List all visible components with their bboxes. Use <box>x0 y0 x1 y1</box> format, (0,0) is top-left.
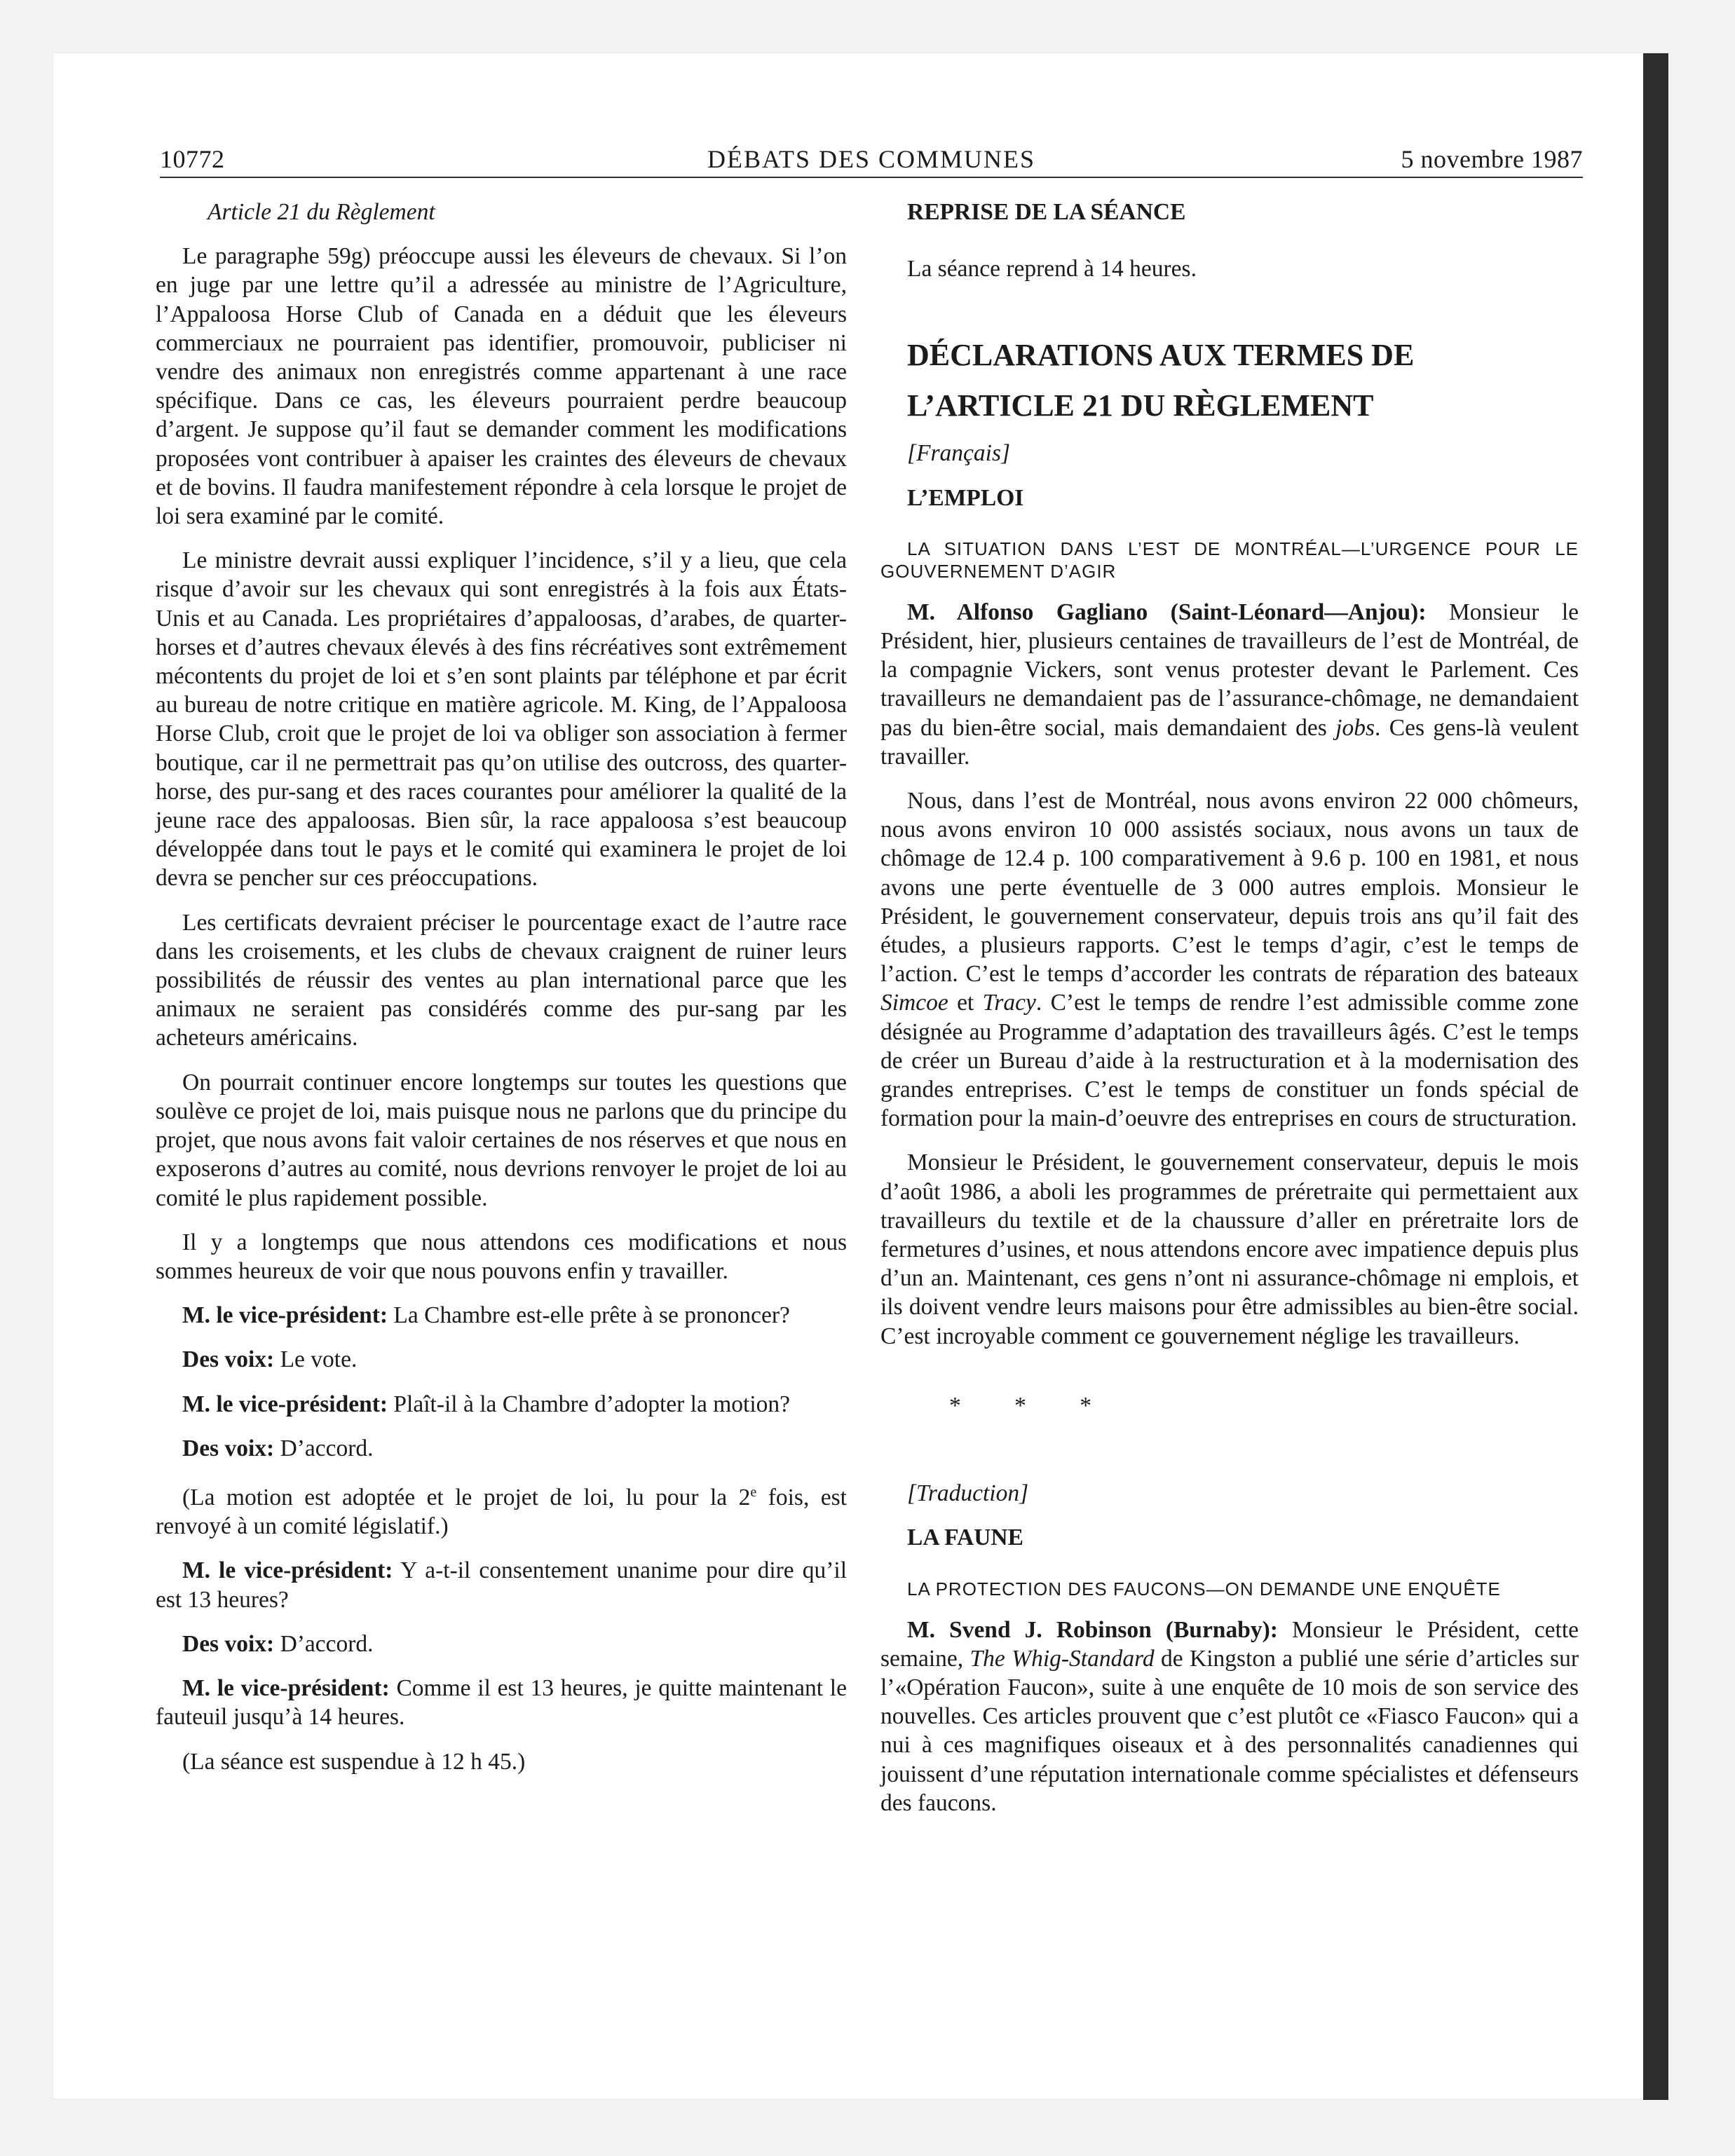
speech-text: de Kingston a publié une série d’articles sur l’«Opération Faucon», suite à une enquête de 10 mois de son service des nouvelles. Ces articles prouvent que c’est plutôt ce «Fiasco Faucon» qui a nui à ces magnifiques oiseaux et à des personnalités canadiennes qui jouissent d’une réputation internationale comme spécialistes et défenseurs des faucons. <box>880 1645 1579 1816</box>
speech <box>156 1345 847 1374</box>
speaker: M. Alfonso Gagliano (Saint-Léonard—Anjou): <box>907 599 1427 625</box>
speech <box>156 1674 847 1731</box>
header-rule <box>160 177 1583 178</box>
speaker: M. le vice-président: <box>182 1675 390 1702</box>
right-column <box>880 198 1579 1833</box>
section-heading-declarations: L’ARTICLE 21 DU RÈGLEMENT <box>907 388 1374 423</box>
paragraph: On pourrait continuer encore longtemps sur toutes les questions que soulève ce projet de loi, mais puisque nous ne parlons que du principe du projet, que nous avons fait valoir certaines de nos réserves et que nous en exposerons d’autres au comité, nous devrions renvoyer le projet de loi au comité le plus rapidement possible. <box>156 1069 847 1211</box>
topic-subheading: LA SITUATION DANS L’EST DE MONTRÉAL—L’URGENCE POUR LE GOUVERNEMENT D’AGIR <box>880 538 1579 582</box>
section-separator-stars: * * * <box>949 1392 1115 1419</box>
speaker: M. le vice-président: <box>182 1391 388 1417</box>
language-marker: [Traduction] <box>907 1480 1029 1507</box>
newspaper-title: The Whig-Standard <box>969 1645 1155 1672</box>
publication-title: DÉBATS DES COMMUNES <box>707 145 1036 173</box>
paragraph: Monsieur le Président, le gouvernement conservateur, depuis le mois d’août 1986, a aboli les programmes de préretraite qui permettaient aux travailleurs du textile et de la chaussure d’aller en préretraite lors de fermetures d’usines, et nous attendons encore avec impatience depuis plus d’un an. Maintenant, ces gens n’ont ni assurance-chômage ni emplois, et ils doivent vendre leurs maisons pour être admissibles au bien-être social. C’est incroyable comment ce gouvernement néglige les travailleurs. <box>880 1149 1579 1349</box>
language-marker: [Français] <box>907 440 1011 467</box>
speech <box>880 598 1579 771</box>
speaker: Des voix: <box>182 1630 275 1657</box>
speech <box>156 1390 847 1419</box>
speech-text: . C’est le temps de rendre l’est admissible comme zone désignée au Programme d’adaptation des travailleurs âgés. C’est le temps de créer un Bureau d’aide à la restructuration et à la modernisation des grandes entreprises. C’est le temps de constituer un fonds spécial de formation pour la main-d’oeuvre des entreprises en cours de structuration. <box>880 990 1579 1132</box>
topic-heading-emploi: L’EMPLOI <box>907 484 1024 511</box>
topic-heading-faune: LA FAUNE <box>907 1524 1023 1551</box>
scan-edge-shadow <box>1643 53 1668 2100</box>
ship-name: Tracy <box>982 990 1036 1016</box>
speaker: Des voix: <box>182 1435 275 1461</box>
speech-text: . Ces gens-là veulent travailler. <box>880 714 1579 770</box>
section-heading-resume: REPRISE DE LA SÉANCE <box>907 199 1186 225</box>
superscript: e <box>750 1484 757 1500</box>
procedural-note: (La séance est suspendue à 12 h 45.) <box>182 1748 526 1775</box>
paragraph: La séance reprend à 14 heures. <box>907 256 1197 282</box>
speech-text: Monsieur le Président, cette semaine, <box>880 1616 1579 1672</box>
paragraph <box>880 786 1579 1133</box>
note-text: fois, est renvoyé à un comité législatif.) <box>156 1485 847 1540</box>
ship-name: Simcoe <box>880 990 948 1016</box>
page-number: 10772 <box>160 145 225 173</box>
speaker: M. le vice-président: <box>182 1557 393 1584</box>
speaker: M. le vice-président: <box>182 1302 388 1329</box>
running-head <box>160 144 1583 175</box>
speech-text: La Chambre est-elle prête à se prononcer? <box>388 1302 790 1329</box>
speech <box>156 1434 847 1463</box>
emphasis: jobs <box>1335 714 1375 741</box>
speech <box>156 1556 847 1613</box>
speech <box>156 1630 847 1658</box>
speech-text: D’accord. <box>274 1435 374 1461</box>
paragraph: Il y a longtemps que nous attendons ces modifications et nous sommes heureux de voir que nous pouvons enfin y travailler. <box>156 1229 847 1284</box>
speech-text: Le vote. <box>274 1346 358 1373</box>
topic-subheading: LA PROTECTION DES FAUCONS—ON DEMANDE UNE ENQUÊTE <box>907 1578 1501 1599</box>
speech-text: et <box>948 990 983 1016</box>
speaker: Des voix: <box>182 1346 275 1373</box>
speech <box>880 1616 1579 1817</box>
paragraph: Le ministre devrait aussi expliquer l’incidence, s’il y a lieu, que cela risque d’avoir sur les chevaux qui sont enregistrés à la fois aux États-Unis et au Canada. Les propriétaires d’appaloosas, d’arabes, de quarter-horses et d’autres chevaux élevés à des fins récréatives sont extrêmement mécontents du projet de loi et s’en sont plaints par téléphone et par écrit au bureau de notre critique en matière agricole. M. King, de l’Appaloosa Horse Club, croit que le projet de loi va obliger son association à fermer boutique, car il ne permettrait pas qu’on utilise des outcross, des quarter-horse, des pur-sang et des races courantes pour améliorer la qualité de la jeune race des appaloosas. Bien sûr, la race appaloosa s’est beaucoup développée dans tout le pays et le comité qui examinera le projet de loi devra se pencher sur ces préoccupations. <box>156 547 847 892</box>
speech-text: Monsieur le Président, hier, plusieurs centaines de travailleurs de l’est de Montréal, de la compagnie Vickers, sont venus protester devant le Parlement. Ces travailleurs ne demandaient pas de l’assurance-chômage, ne demandaient pas du bien-être social, mais demandaient des <box>880 599 1579 741</box>
speaker: M. Svend J. Robinson (Burnaby): <box>907 1616 1278 1643</box>
speech-text: Plaît-il à la Chambre d’adopter la motion? <box>388 1391 791 1417</box>
speech-text: D’accord. <box>274 1630 374 1657</box>
speech-text: Y a-t-il consentement unanime pour dire qu’il est 13 heures? <box>156 1557 848 1613</box>
paragraph: Les certificats devraient préciser le pourcentage exact de l’autre race dans les croisements, et les clubs de chevaux craignent de ruiner leurs possibilités de réussir des ventes au plan international parce que les animaux ne seraient pas considérés comme des pur-sang par les acheteurs américains. <box>156 909 847 1051</box>
section-subhead: Article 21 du Règlement <box>207 199 435 225</box>
procedural-note <box>156 1478 847 1541</box>
section-heading-declarations: DÉCLARATIONS AUX TERMES DE <box>907 338 1415 373</box>
left-column <box>156 198 847 1792</box>
speech-text: Nous, dans l’est de Montréal, nous avons environ 22 000 chômeurs, nous avons environ 10 000 assistés sociaux, nous avons un taux de chômage de 12.4 p. 100 comparativement à 9.6 p. 100 en 1981, et nous avons une perte éventuelle de 3 000 autres emplois. Monsieur le Président, le gouvernement conservateur, depuis trois ans qu’il fait des études, a plusieurs rapports. C’est le temps d’agir, c’est le temps de l’action. C’est le temps d’accorder les contrats de réparation des bateaux <box>880 788 1579 988</box>
issue-date: 5 novembre 1987 <box>1401 145 1583 173</box>
speech <box>156 1301 847 1330</box>
paragraph: Le paragraphe 59g) préoccupe aussi les éleveurs de chevaux. Si l’on en juge par une lettre qu’il a adressée au ministre de l’Agriculture, l’Appaloosa Horse Club of Canada en a déduit que les éleveurs commerciaux ne pourraient pas identifier, promouvoir, publiciser ni vendre des animaux non enregistrés comme appartenant à une race spécifique. Dans ce cas, les éleveurs pourraient perdre beaucoup d’argent. Je suppose qu’il faut se demander comment les modifications proposées vont contribuer à apaiser les craintes des éleveurs de chevaux et de bovins. Il faudra manifestement répondre à cela lorsque le projet de loi sera examiné par le comité. <box>156 243 847 530</box>
note-text: (La motion est adoptée et le projet de loi, lu pour la 2 <box>182 1485 751 1511</box>
speech-text: Comme il est 13 heures, je quitte maintenant le fauteuil jusqu’à 14 heures. <box>156 1675 847 1731</box>
